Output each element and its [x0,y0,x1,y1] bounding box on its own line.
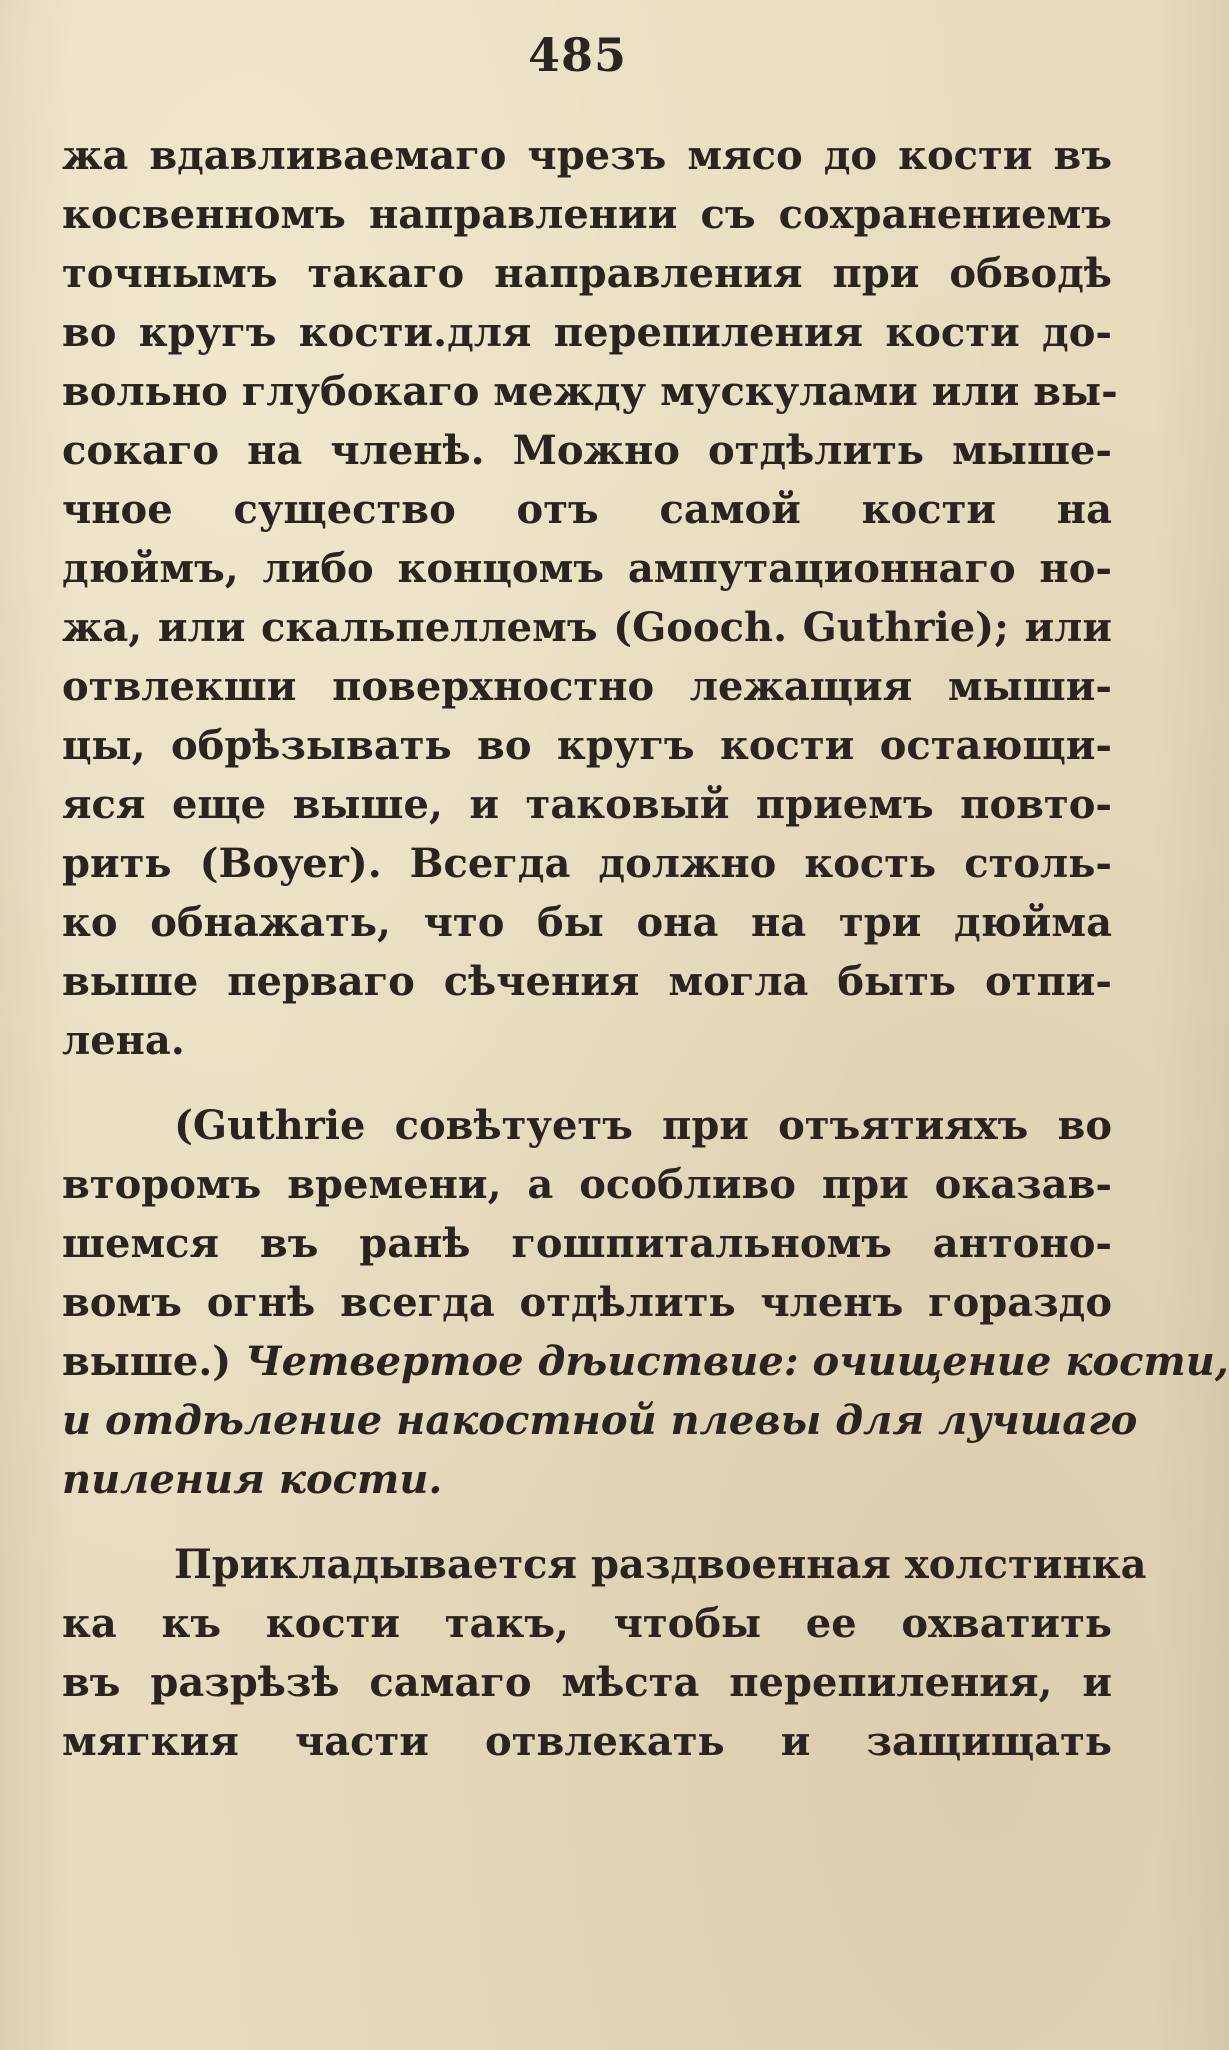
text-line: отвлекши поверхностно лежащия мыши- [62,663,1112,710]
paragraph-1 [62,126,1118,1070]
text-line: (Guthrie совѣтуетъ при отъятияхъ во [174,1102,1112,1149]
text-line: шемся въ ранѣ гошпитальномъ антоно- [62,1220,1112,1267]
text-line: чное существо отъ самой кости на [62,486,1112,533]
body-text [62,126,1229,1771]
text-line: жа вдавливаемаго чрезъ мясо до кости въ [62,132,1112,179]
text-line: ко обнажать, что бы она на три дюйма [62,899,1112,946]
text-line: точнымъ такаго направления при обводѣ [62,250,1112,297]
section-heading-italic: и отдѣление накостной плевы для лучшаго [62,1397,1138,1444]
paragraph-3 [62,1535,1147,1771]
text-line: цы, обрѣзывать во кругъ кости остающи- [62,722,1112,769]
text-line: дюймъ, либо концомъ ампутационнаго но- [62,545,1112,592]
text-line: косвенномъ направлении съ сохранениемъ [62,191,1112,238]
paragraph-gap [62,1509,1112,1535]
text-line: лена. [62,1017,185,1064]
section-heading-italic: Четвертое дѣиствие: очищение кости, [245,1338,1229,1385]
text-line: жа, или скальпеллемъ (Gooch. Guthrie); или [62,604,1112,651]
text-line: Прикладывается раздвоенная холстинка [174,1541,1147,1588]
text-normal: выше.) [62,1338,246,1385]
text-line: ка къ кости такъ, чтобы ее охватить [62,1600,1112,1647]
text-line: яся еще выше, и таковый приемъ повто- [62,781,1112,828]
paragraph-2 [62,1096,1229,1509]
text-line: вольно глубокаго между мускулами или вы- [62,368,1118,415]
text-line: сокаго на членѣ. Можно отдѣлить мыше- [62,427,1112,474]
text-line: рить (Boyer). Всегда должно кость столь- [62,840,1112,887]
text-line: во кругъ кости.для перепиления кости до- [62,309,1112,356]
section-heading-italic: пиления кости. [62,1456,443,1503]
text-line: выше перваго сѣчения могла быть отпи- [62,958,1112,1005]
text-line-mixed [62,1332,1229,1391]
page-number: 485 [527,28,628,82]
text-line: въ разрѣзѣ самаго мѣста перепиления, и [62,1659,1112,1706]
paragraph-gap [62,1070,1112,1096]
text-line: вомъ огнѣ всегда отдѣлить членъ гораздо [62,1279,1112,1326]
text-line: мягкия части отвлекать и защищать [62,1718,1112,1765]
text-line: второмъ времени, а особливо при оказав- [62,1161,1112,1208]
